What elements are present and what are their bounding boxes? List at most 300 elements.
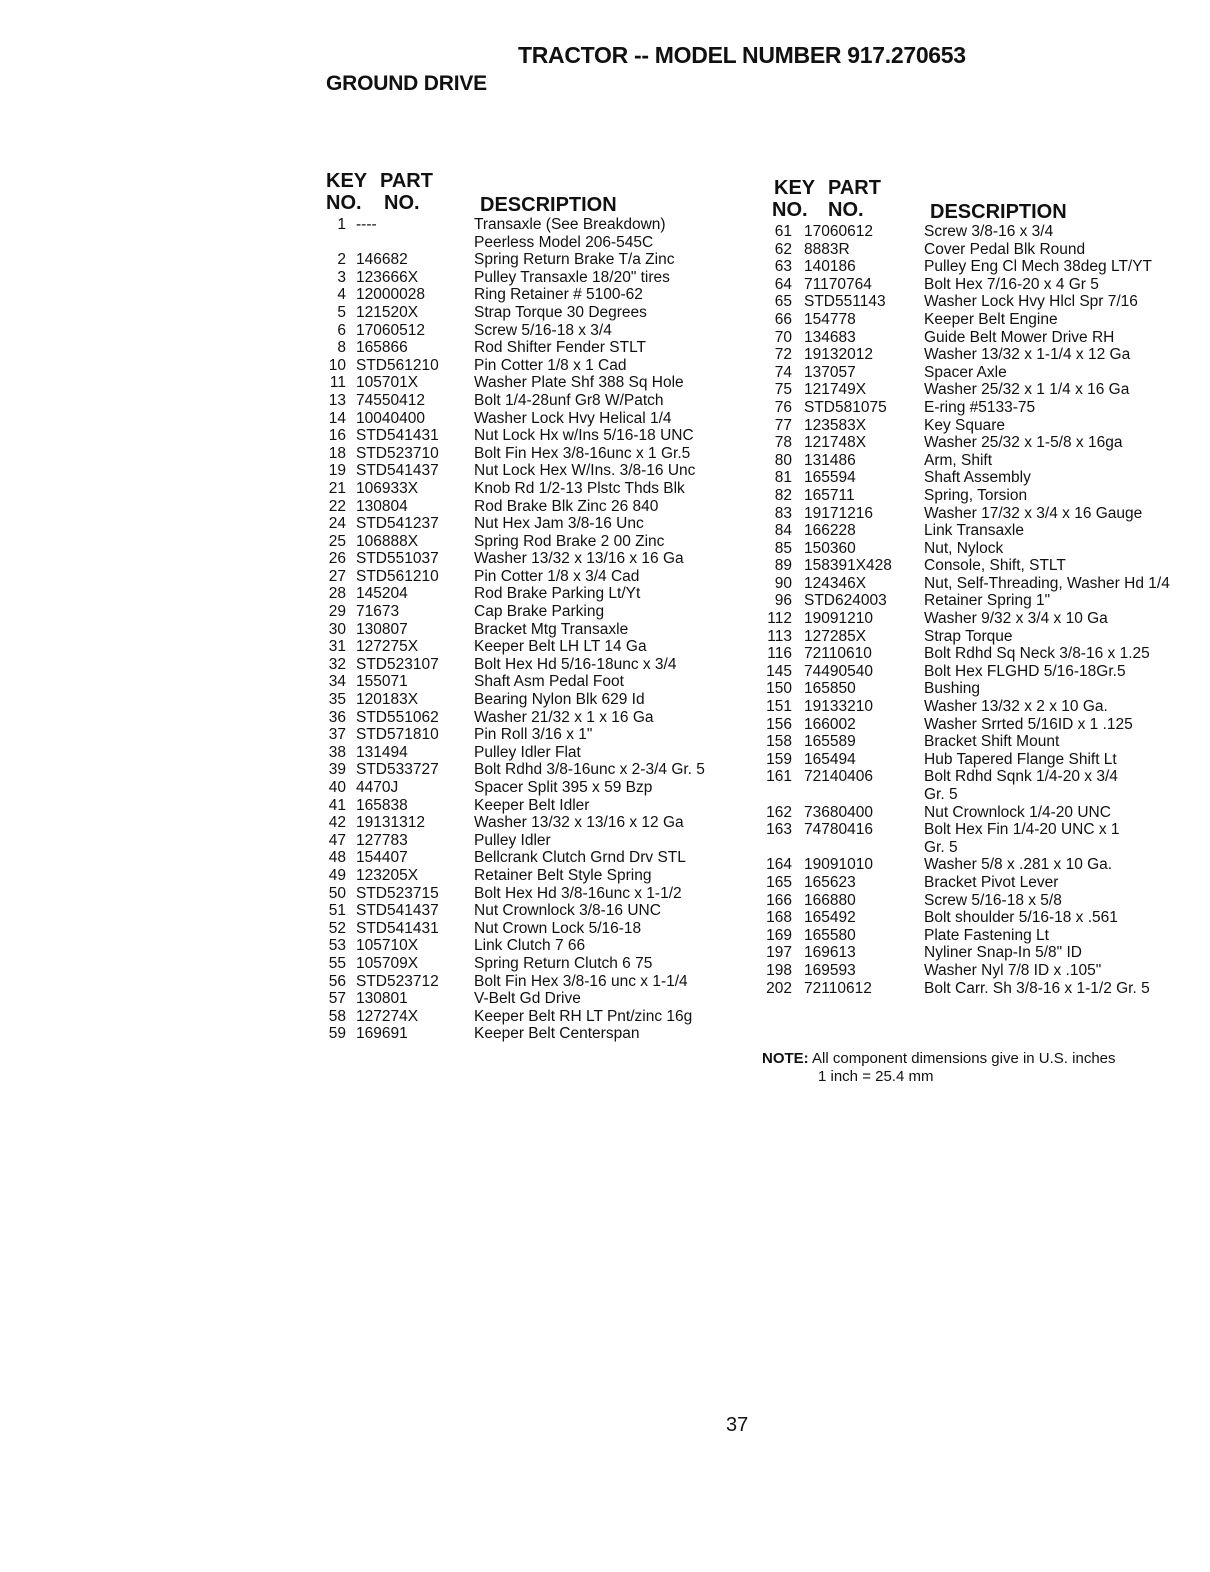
key-number: 59 <box>328 1025 346 1043</box>
part-description: Washer Srrted 5/16ID x 1 .125 <box>924 715 1133 733</box>
key-number: 85 <box>774 539 792 557</box>
table-row <box>314 445 734 463</box>
part-description: Cover Pedal Blk Round <box>924 240 1086 258</box>
table-row <box>314 726 734 744</box>
key-number: 11 <box>329 374 346 392</box>
table-row <box>762 980 1202 998</box>
part-number: 121748X <box>804 434 867 452</box>
part-description: Retainer Spring 1" <box>924 592 1051 610</box>
table-row <box>762 258 1202 276</box>
part-description: Spring Return Clutch 6 75 <box>474 954 653 972</box>
part-description: Bearing Nylon Blk 629 Id <box>474 691 645 709</box>
part-description: Bolt Carr. Sh 3/8-16 x 1-1/2 Gr. 5 <box>924 979 1150 997</box>
part-description: Washer Plate Shf 388 Sq Hole <box>474 374 684 392</box>
table-row <box>314 955 734 973</box>
table-row <box>314 480 734 498</box>
table-row <box>762 505 1202 523</box>
part-number: 123583X <box>804 416 867 434</box>
part-description: Nut Lock Hex W/Ins. 3/8-16 Unc <box>474 462 696 480</box>
part-description: Nut Crownlock 1/4-20 UNC <box>924 803 1111 821</box>
part-description: Spacer Axle <box>924 363 1007 381</box>
table-row <box>762 733 1202 751</box>
key-number: 151 <box>766 698 792 716</box>
part-description: Washer 9/32 x 3/4 x 10 Ga <box>924 610 1108 628</box>
header-part-no: NO. <box>828 199 864 221</box>
key-number: 30 <box>328 620 346 638</box>
page-title: TRACTOR -- MODEL NUMBER 917.270653 <box>518 42 966 68</box>
table-row <box>762 768 1202 803</box>
part-description: Knob Rd 1/2-13 Plstc Thds Blk <box>474 479 685 497</box>
part-number: 165580 <box>804 926 856 944</box>
part-description: Bracket Shift Mount <box>924 733 1060 751</box>
parts-rows-left <box>314 216 734 1043</box>
part-description: Washer 13/32 x 2 x 10 Ga. <box>924 698 1108 716</box>
key-number: 27 <box>328 567 346 585</box>
table-row <box>762 610 1202 628</box>
part-number: STD551037 <box>356 550 439 568</box>
part-number: 166002 <box>804 715 856 733</box>
key-number: 198 <box>766 961 792 979</box>
part-description: Pulley Idler Flat <box>474 743 581 761</box>
key-number: 3 <box>337 268 346 286</box>
part-description: Bolt Rdhd 3/8-16unc x 2-3/4 Gr. 5 <box>474 761 705 779</box>
part-description: Bellcrank Clutch Grnd Drv STL <box>474 849 686 867</box>
page-number: 37 <box>726 1414 749 1436</box>
key-number: 64 <box>774 275 792 293</box>
part-number: 169613 <box>804 944 856 962</box>
part-number: 8883R <box>804 240 850 258</box>
part-number: STD624003 <box>804 592 887 610</box>
key-number: 159 <box>766 750 792 768</box>
table-row <box>762 276 1202 294</box>
part-number: 137057 <box>804 363 856 381</box>
table-row <box>314 568 734 586</box>
part-number: 131486 <box>804 451 856 469</box>
part-number: STD541437 <box>356 462 439 480</box>
key-number: 166 <box>766 891 792 909</box>
key-number: 62 <box>774 240 792 258</box>
part-number: 169691 <box>356 1025 408 1043</box>
key-number: 24 <box>328 515 346 533</box>
table-row <box>314 867 734 885</box>
key-number: 161 <box>766 768 792 786</box>
key-number: 89 <box>774 557 792 575</box>
table-header <box>762 175 1202 223</box>
part-number: 131494 <box>356 743 408 761</box>
parts-table-right <box>762 175 1202 997</box>
table-row <box>314 1025 734 1043</box>
part-number: 130807 <box>356 620 408 638</box>
table-row <box>762 927 1202 945</box>
part-number: 19133210 <box>804 698 873 716</box>
table-row <box>762 874 1202 892</box>
part-number: 19091210 <box>804 610 873 628</box>
key-number: 162 <box>766 803 792 821</box>
key-number: 47 <box>328 831 346 849</box>
part-number: 165850 <box>804 680 856 698</box>
part-description: Plate Fastening Lt <box>924 926 1049 944</box>
table-row <box>314 849 734 867</box>
part-number: 12000028 <box>356 286 425 304</box>
part-description: Pin Cotter 1/8 x 3/4 Cad <box>474 567 640 585</box>
key-number: 38 <box>328 743 346 761</box>
part-description: Ring Retainer # 5100-62 <box>474 286 643 304</box>
part-number: 127285X <box>804 627 867 645</box>
table-row <box>314 251 734 269</box>
part-description: Washer 13/32 x 1-1/4 x 12 Ga <box>924 346 1131 364</box>
key-number: 32 <box>328 655 346 673</box>
key-number: 145 <box>766 662 792 680</box>
part-number: 140186 <box>804 258 856 276</box>
part-number: 73680400 <box>804 803 873 821</box>
part-description: Washer 25/32 x 1-5/8 x 16ga <box>924 434 1123 452</box>
part-number: 154407 <box>356 849 408 867</box>
part-number: 165494 <box>804 750 856 768</box>
part-number: 105710X <box>356 937 419 955</box>
key-number: 90 <box>774 574 792 592</box>
key-number: 2 <box>337 251 346 269</box>
part-description: Nut Lock Hx w/Ins 5/16-18 UNC <box>474 427 694 445</box>
key-number: 158 <box>766 733 792 751</box>
key-number: 156 <box>766 715 792 733</box>
table-row <box>762 469 1202 487</box>
part-description: Nut Crownlock 3/8-16 UNC <box>474 902 661 920</box>
table-row <box>762 399 1202 417</box>
table-row <box>762 364 1202 382</box>
part-description: Strap Torque <box>924 627 1013 645</box>
part-description: Spring Rod Brake 2 00 Zinc <box>474 532 665 550</box>
part-description: Bolt Fin Hex 3/8-16unc x 1 Gr.5 <box>474 444 691 462</box>
part-number: 19171216 <box>804 504 873 522</box>
part-number: STD523712 <box>356 972 439 990</box>
part-description: Cap Brake Parking <box>474 603 605 621</box>
part-number: 130801 <box>356 990 408 1008</box>
part-number: 165623 <box>804 873 856 891</box>
part-description: Bushing <box>924 680 981 698</box>
table-row <box>762 892 1202 910</box>
part-number: 154778 <box>804 310 856 328</box>
part-number: 165589 <box>804 733 856 751</box>
part-number: 71170764 <box>804 275 872 293</box>
part-description: Keeper Belt LH LT 14 Ga <box>474 638 647 656</box>
key-number: 41 <box>328 796 346 814</box>
header-part: PART <box>828 177 881 199</box>
table-row <box>762 663 1202 681</box>
table-row <box>314 621 734 639</box>
part-description: Washer Nyl 7/8 ID x .105" <box>924 961 1102 979</box>
table-row <box>762 716 1202 734</box>
key-number: 53 <box>328 937 346 955</box>
key-number: 57 <box>328 990 346 1008</box>
part-number: 165594 <box>804 469 856 487</box>
part-number: 105701X <box>356 374 419 392</box>
table-row <box>314 761 734 779</box>
part-description: Washer Lock Hvy Helical 1/4 <box>474 409 672 427</box>
part-number: 10040400 <box>356 409 425 427</box>
table-row <box>762 645 1202 663</box>
table-row <box>762 557 1202 575</box>
key-number: 70 <box>774 328 792 346</box>
part-description: Bolt 1/4-28unf Gr8 W/Patch <box>474 391 664 409</box>
part-number: 165492 <box>804 909 856 927</box>
table-row <box>762 962 1202 980</box>
table-row <box>314 392 734 410</box>
table-row <box>314 533 734 551</box>
part-description: Pulley Eng Cl Mech 38deg LT/YT <box>924 258 1153 276</box>
part-description: Spacer Split 395 x 59 Bzp <box>474 779 653 796</box>
key-number: 10 <box>328 356 346 374</box>
table-row <box>314 410 734 428</box>
part-description: Screw 5/16-18 x 3/4 <box>474 321 612 339</box>
part-number: STD541431 <box>356 427 439 445</box>
key-number: 5 <box>337 303 346 321</box>
part-description: Bolt Hex FLGHD 5/16-18Gr.5 <box>924 662 1126 680</box>
table-row <box>762 381 1202 399</box>
part-number: 165838 <box>356 796 408 814</box>
table-row <box>762 417 1202 435</box>
table-row <box>314 673 734 691</box>
key-number: 65 <box>774 293 792 311</box>
table-row <box>762 452 1202 470</box>
part-number: STD561210 <box>356 567 439 585</box>
key-number: 164 <box>766 856 792 874</box>
table-row <box>314 920 734 938</box>
key-number: 165 <box>766 873 792 891</box>
part-description: Strap Torque 30 Degrees <box>474 303 647 321</box>
table-row <box>314 814 734 832</box>
table-row <box>314 286 734 304</box>
table-row <box>314 832 734 850</box>
table-row <box>762 329 1202 347</box>
part-description: Keeper Belt RH LT Pnt/zinc 16g <box>474 1007 693 1025</box>
table-row <box>314 322 734 340</box>
table-row <box>762 698 1202 716</box>
table-row <box>314 462 734 480</box>
part-number: 165866 <box>356 339 408 357</box>
table-row <box>762 804 1202 822</box>
part-number: 165711 <box>804 486 855 504</box>
table-row <box>762 434 1202 452</box>
key-number: 76 <box>774 398 792 416</box>
table-row <box>762 241 1202 259</box>
part-description: Bolt shoulder 5/16-18 x .561 <box>924 909 1118 927</box>
key-number: 202 <box>766 979 792 997</box>
part-description: Pin Cotter 1/8 x 1 Cad <box>474 356 627 374</box>
part-description: Bolt Hex Hd 3/8-16unc x 1-1/2 <box>474 884 682 902</box>
table-row <box>314 973 734 991</box>
key-number: 72 <box>774 346 792 364</box>
part-description: Pin Roll 3/16 x 1" <box>474 726 593 744</box>
part-description: Bolt Hex 7/16-20 x 4 Gr 5 <box>924 275 1099 293</box>
part-description: Key Square <box>924 416 1005 434</box>
part-description: Washer 5/8 x .281 x 10 Ga. <box>924 856 1113 874</box>
key-number: 18 <box>328 444 346 462</box>
part-description: Nut, Nylock <box>924 539 1004 557</box>
table-row <box>762 346 1202 364</box>
part-number: STD541437 <box>356 902 439 920</box>
part-description: Bracket Mtg Transaxle <box>474 620 629 638</box>
dimensions-note <box>762 1050 1116 1086</box>
key-number: 61 <box>774 223 792 240</box>
part-number: STD541431 <box>356 919 439 937</box>
key-number: 74 <box>774 363 792 381</box>
key-number: 14 <box>328 409 346 427</box>
table-row <box>762 522 1202 540</box>
key-number: 82 <box>774 486 792 504</box>
table-row <box>314 585 734 603</box>
table-row <box>762 575 1202 593</box>
part-number: 130804 <box>356 497 408 515</box>
part-description: Arm, Shift <box>924 451 993 469</box>
part-number: 72110610 <box>804 645 872 663</box>
part-number: ---- <box>356 216 377 233</box>
part-description: Rod Shifter Fender STLT <box>474 339 647 357</box>
part-number: 72110612 <box>804 979 872 997</box>
part-description: Bolt Hex Fin 1/4-20 UNC x 1 Gr. 5 <box>924 821 1120 856</box>
key-number: 163 <box>766 821 792 839</box>
key-number: 40 <box>328 779 346 796</box>
part-description: Keeper Belt Idler <box>474 796 590 814</box>
part-number: 166228 <box>804 522 856 540</box>
part-number: 72140406 <box>804 768 873 786</box>
part-number: 169593 <box>804 961 856 979</box>
part-description: Bolt Rdhd Sq Neck 3/8-16 x 1.25 <box>924 645 1150 663</box>
part-description: Nut, Self-Threading, Washer Hd 1/4 <box>924 574 1170 592</box>
part-number: 127275X <box>356 638 419 656</box>
table-row <box>314 902 734 920</box>
table-row <box>314 498 734 516</box>
part-number: 19091010 <box>804 856 873 874</box>
header-key-no: NO. <box>326 192 362 214</box>
part-description: Shaft Asm Pedal Foot <box>474 673 624 691</box>
table-row <box>314 269 734 287</box>
table-row <box>314 1008 734 1026</box>
key-number: 112 <box>767 610 792 628</box>
key-number: 25 <box>328 532 346 550</box>
table-row <box>762 751 1202 769</box>
part-description: Washer 21/32 x 1 x 16 Ga <box>474 708 654 726</box>
header-part: PART <box>380 170 433 192</box>
part-number: STD551062 <box>356 708 439 726</box>
table-row <box>314 709 734 727</box>
table-row <box>762 487 1202 505</box>
table-row <box>762 909 1202 927</box>
part-number: 19132012 <box>804 346 873 364</box>
key-number: 113 <box>767 627 792 645</box>
header-part-no: NO. <box>384 192 420 214</box>
part-description: V-Belt Gd Drive <box>474 990 581 1008</box>
part-number: 4470J <box>356 779 399 796</box>
key-number: 13 <box>328 391 346 409</box>
key-number: 58 <box>328 1007 346 1025</box>
part-number: 124346X <box>804 574 867 592</box>
key-number: 39 <box>328 761 346 779</box>
table-row <box>762 944 1202 962</box>
part-description: Bracket Pivot Lever <box>924 873 1059 891</box>
part-description: Guide Belt Mower Drive RH <box>924 328 1115 346</box>
key-number: 16 <box>328 427 346 445</box>
table-row <box>762 821 1202 856</box>
table-row <box>314 603 734 621</box>
part-number: 74490540 <box>804 662 873 680</box>
part-description: Bolt Rdhd Sqnk 1/4-20 x 3/4 Gr. 5 <box>924 768 1118 803</box>
key-number: 63 <box>774 258 792 276</box>
header-key: KEY <box>326 170 368 192</box>
key-number: 116 <box>767 645 792 663</box>
table-row <box>762 223 1202 241</box>
part-description: E-ring #5133-75 <box>924 398 1036 416</box>
part-number: STD561210 <box>356 356 439 374</box>
key-number: 35 <box>328 691 346 709</box>
part-number: STD533727 <box>356 761 439 779</box>
part-number: STD551143 <box>804 293 886 311</box>
part-description: Washer 13/32 x 13/16 x 12 Ga <box>474 814 684 832</box>
part-number: 134683 <box>804 328 856 346</box>
part-description: Retainer Belt Style Spring <box>474 866 652 884</box>
part-description: Pulley Idler <box>474 831 551 849</box>
part-number: 158391X428 <box>804 557 892 575</box>
key-number: 66 <box>774 310 792 328</box>
part-description: Shaft Assembly <box>924 469 1031 487</box>
part-description: Transaxle (See Breakdown) Peerless Model 206-545C <box>474 216 666 251</box>
table-row <box>314 937 734 955</box>
table-row <box>314 990 734 1008</box>
part-number: 74550412 <box>356 391 425 409</box>
table-row <box>314 357 734 375</box>
table-row <box>762 540 1202 558</box>
key-number: 50 <box>328 884 346 902</box>
part-description: Rod Brake Parking Lt/Yt <box>474 585 641 603</box>
part-description: Bolt Hex Hd 5/16-18unc x 3/4 <box>474 655 677 673</box>
key-number: 56 <box>328 972 346 990</box>
part-number: 123205X <box>356 866 419 884</box>
key-number: 52 <box>328 919 346 937</box>
key-number: 169 <box>766 926 792 944</box>
table-row <box>314 427 734 445</box>
key-number: 21 <box>328 479 346 497</box>
key-number: 6 <box>337 321 346 339</box>
key-number: 197 <box>766 944 792 962</box>
note-line-2: 1 inch = 25.4 mm <box>818 1068 934 1085</box>
key-number: 1 <box>337 216 346 233</box>
parts-rows-right <box>762 223 1202 997</box>
part-description: Link Clutch 7 66 <box>474 937 586 955</box>
part-number: 121749X <box>804 381 867 399</box>
header-key: KEY <box>774 177 816 199</box>
key-number: 84 <box>774 522 792 540</box>
header-description: DESCRIPTION <box>480 194 617 216</box>
key-number: 81 <box>774 469 792 487</box>
part-description: Pulley Transaxle 18/20" tires <box>474 268 670 286</box>
table-row <box>314 885 734 903</box>
key-number: 48 <box>328 849 346 867</box>
header-key-no: NO. <box>772 199 808 221</box>
table-row <box>314 515 734 533</box>
key-number: 75 <box>774 381 792 399</box>
table-row <box>314 656 734 674</box>
part-number: STD523715 <box>356 884 439 902</box>
key-number: 28 <box>328 585 346 603</box>
table-row <box>762 680 1202 698</box>
table-row <box>314 691 734 709</box>
key-number: 150 <box>766 680 792 698</box>
part-number: 17060512 <box>356 321 425 339</box>
part-description: Bolt Fin Hex 3/8-16 unc x 1-1/4 <box>474 972 688 990</box>
table-row <box>762 293 1202 311</box>
key-number: 26 <box>328 550 346 568</box>
table-row <box>314 797 734 815</box>
part-description: Link Transaxle <box>924 522 1024 540</box>
